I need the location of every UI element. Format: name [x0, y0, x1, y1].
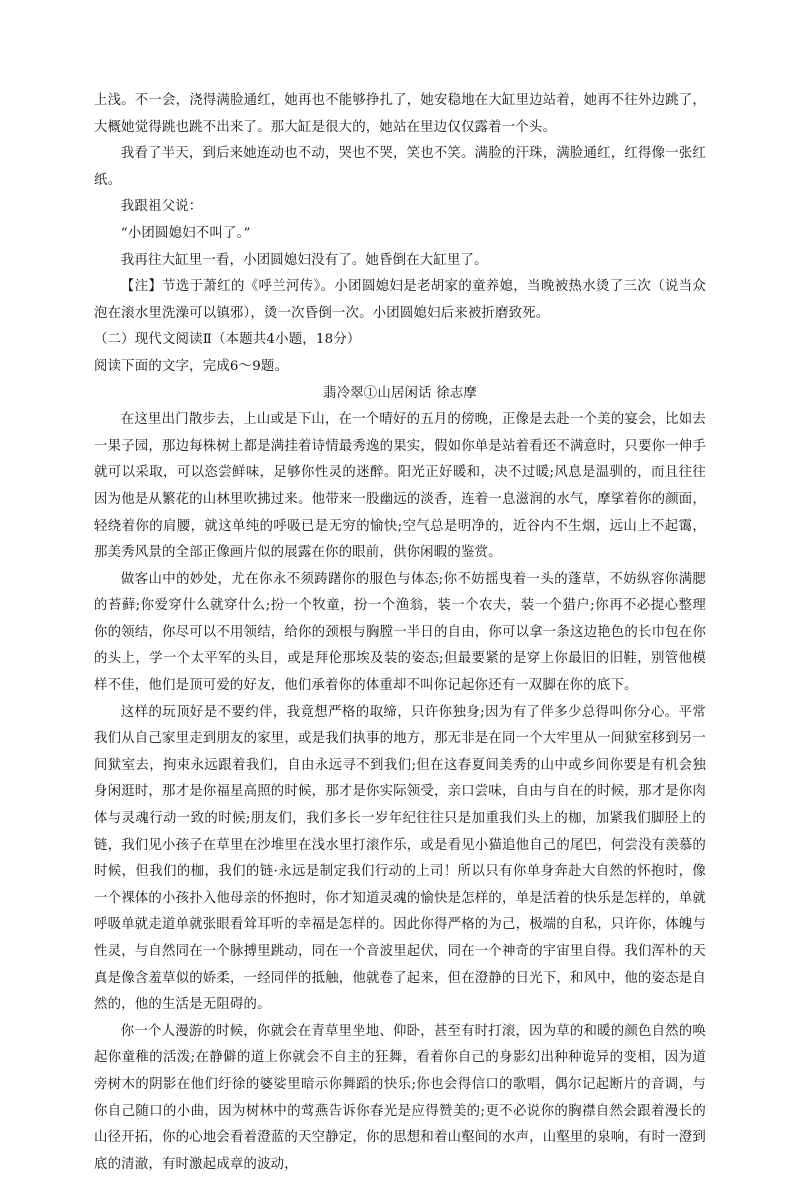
story-paragraph: 我再往大缸里一看，小团圆媳妇没有了。她昏倒在大缸里了。 — [120, 252, 488, 268]
section-heading: （二）现代文阅读Ⅱ（本题共4小题，18分） — [94, 332, 361, 348]
article-paragraph: 你一个人漫游的时候，你就会在青草里坐地、仰卧，甚至有时打滚，因为草的和暖的颜色自然的唤起你童稚的活泼;在静僻的道上你就会不自主的狂舞，看着你自己的身影幻出种种诡异的变相，因为道旁树木的阴影在他们纡徐的婆娑里暗示你舞蹈的快乐;你也会得信口的歌唱，偶尔记起断片的音调，与你自己随口的小曲，因为树林中的莺燕告诉你春光是应得赞美的;更不必说你的胸襟自然会跟着漫长的山径开拓，你的心地会看着澄蓝的天空静定，你的思想和着山壑间的水声，山壑里的泉响，有时一澄到底的清澈，有时激起成章的波动， — [94, 1023, 706, 1172]
article-body — [94, 407, 706, 1178]
story-paragraph: 我跟祖父说： — [120, 199, 203, 215]
reading-instruction: 阅读下面的文字，完成6～9题。 — [94, 358, 289, 374]
story-dialogue: “小团圆媳妇不叫了。” — [120, 225, 251, 241]
story-excerpt-continued — [94, 88, 706, 327]
story-paragraph: 我看了半天，到后来她连动也不动，哭也不哭，笑也不笑。满脸的汗珠，满脸通红，红得像一张红纸。 — [94, 146, 706, 188]
source-note — [94, 274, 706, 327]
article-paragraph: 在这里出门散步去，上山或是下山，在一个晴好的五月的傍晚，正像是去赴一个美的宴会，比如去一果子园，那边每株树上都是满挂着诗情最秀逸的果实，假如你单是站着看还不满意时，只要你一伸手就可以采取，可以恣尝鲜味，足够你性灵的迷醉。阳光正好暖和，决不过暖;风息是温驯的，而且往往因为他是从繁花的山林里吹拂过来。他带来一股幽远的淡香，连着一息滋润的水气，摩挲着你的颜面，轻绕着你的肩腰，就这单纯的呼吸已是无穷的愉快;空气总是明净的，近谷内不生烟，远山上不起霭，那美秀风景的全部正像画片似的展露在你的眼前，供你闲暇的鉴赏。 — [94, 412, 706, 561]
note-label: 【注】 — [120, 279, 163, 295]
story-paragraph: 上浅。不一会，浇得满脸通红，她再也不能够挣扎了，她安稳地在大缸里边站着，她再不往外边跳了，大概她觉得跳也跳不出来了。那大缸是很大的，她站在里边仅仅露着一个头。 — [94, 93, 706, 135]
note-text: 节选于萧红的《呼兰河传》。小团圆媳妇是老胡家的童养媳，当晚被热水烫了三次（说当众泡在滚水里洗澡可以镇邪），烫一次昏倒一次。小团圆媳妇后来被折磨致死。 — [94, 279, 706, 321]
article-paragraph: 做客山中的妙处，尤在你永不须踌躇你的服色与体态;你不妨摇曳着一头的蓬草，不妨纵容你满腮的苔藓;你爱穿什么就穿什么;扮一个牧童，扮一个渔翁，装一个农夫，装一个猎户;你再不必提心整理你的领结，你尽可以不用领结，给你的颈根与胸膛一半日的自由，你可以拿一条这边艳色的长巾包在你的头上，学一个太平军的头目，或是拜伦那埃及装的姿态;但最要紧的是穿上你最旧的旧鞋，别管他模样不佳，他们是顶可爱的好友，他们承着你的体重却不叫你记起你还有一双脚在你的底下。 — [94, 571, 706, 694]
article-title: 翡冷翠①山居闲话 徐志摩 — [323, 385, 477, 401]
article-paragraph: 这样的玩顶好是不要约伴，我竟想严格的取缔，只许你独身;因为有了伴多少总得叫你分心。平常我们从自己家里走到朋友的家里，或是我们执事的地方，那无非是在同一个大牢里从一间狱室移到另一间狱室去，拘束永远跟着我们，自由永远寻不到我们;但在这春夏间美秀的山中或乡间你要是有机会独身闲逛时，那才是你福星高照的时候，那才是你实际领受，亲口尝味，自由与自在的时候，那才是你肉体与灵魂行动一致的时候;朋友们，我们多长一岁年纪往往只是加重我们头上的枷，加紧我们脚胫上的链，我们见小孩子在草里在沙堆里在浅水里打滚作乐，或是看见小猫追他自己的尾巴，何尝没有羡慕的时候，但我们的枷，我们的链·永远是制定我们行动的上司！所以只有你单身奔赴大自然的怀抱时，像一个裸体的小孩扑入他母亲的怀抱时，你才知道灵魂的愉快是怎样的，单是活着的快乐是怎样的，单就呼吸单就走道单就张眼看耸耳听的幸福是怎样的。因此你得严格的为己，极端的自私，只许你，体魄与性灵，与自然同在一个脉搏里跳动，同在一个音波里起伏，同在一个神奇的宇宙里自得。我们浑朴的天真是像含羞草似的娇柔，一经同伴的抵触，他就卷了起来，但在澄静的日光下，和风中，他的姿态是自然的，他的生活是无阻碍的。 — [94, 704, 706, 1013]
